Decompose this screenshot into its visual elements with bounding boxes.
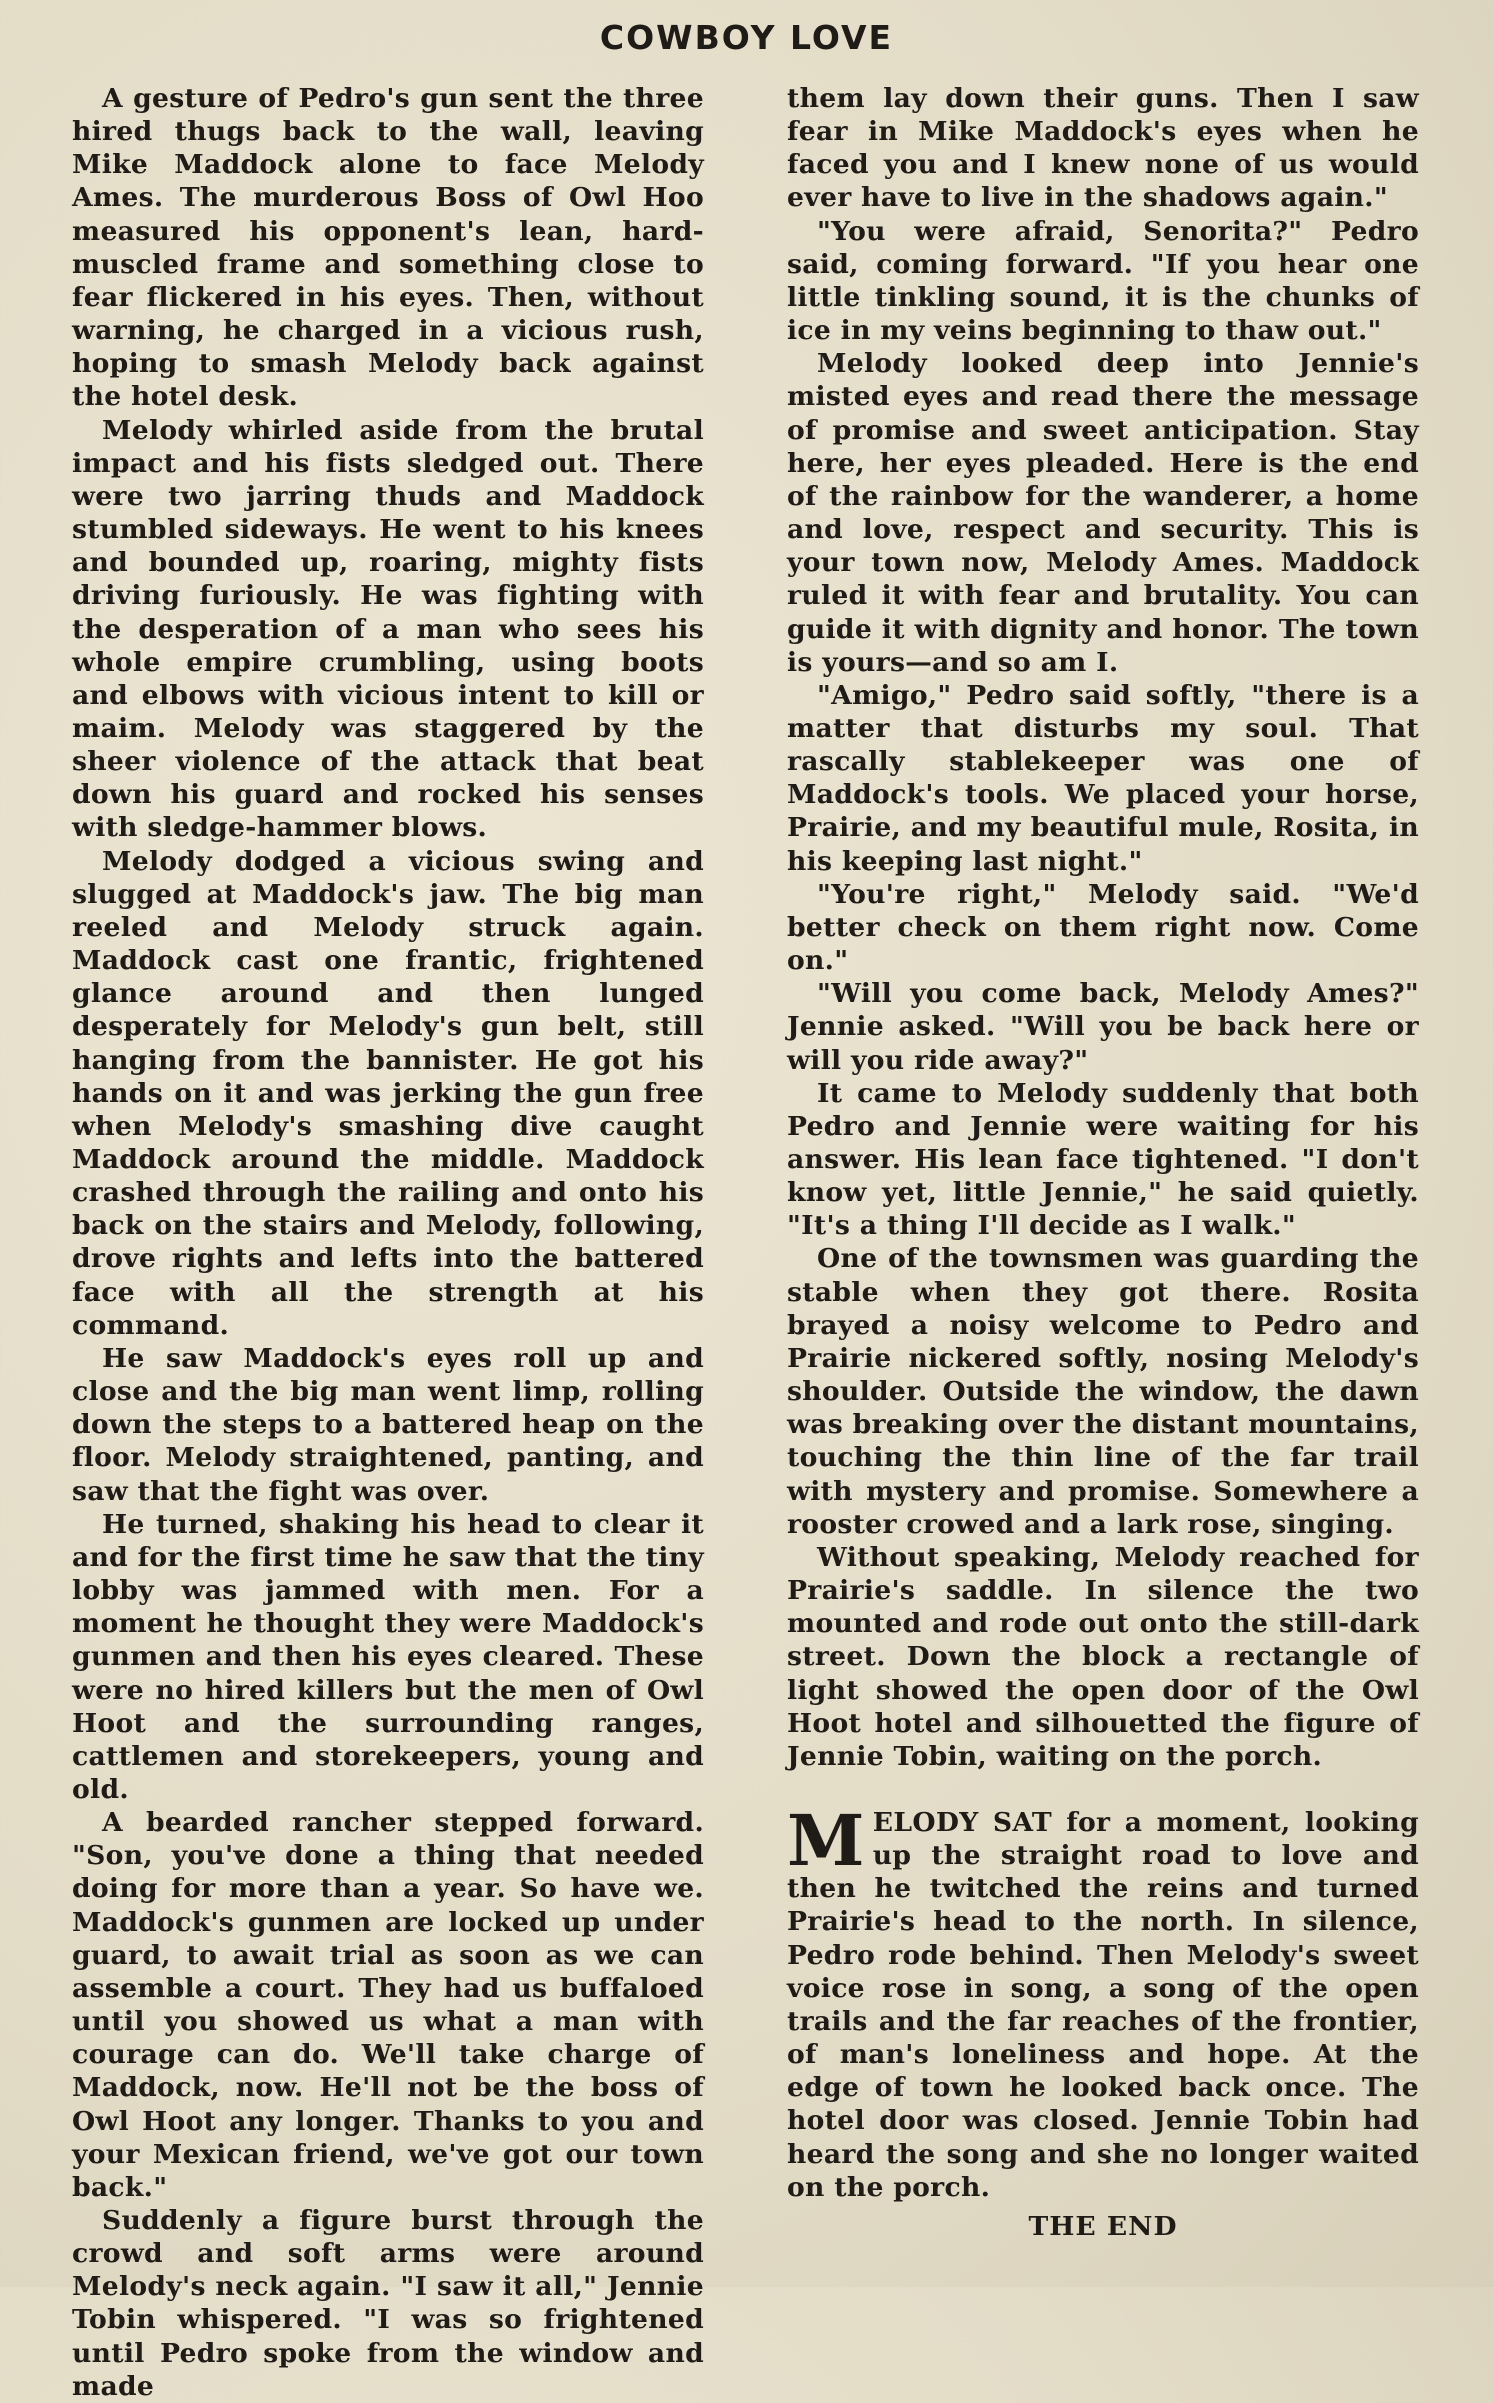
paragraph: "You were afraid, Senorita?" Pedro said, coming forward. "If you hear one little tinkling sound, it is the chunks of ice in my veins beginning to thaw out.": [787, 215, 1419, 347]
final-paragraph-text: ELODY SAT for a moment, looking up the straight road to love and then he twitched the reins and turned Prairie's head to the north. In silence, Pedro rode behind. Then Melody's sweet voice rose in song, a song of the open trails and the far reaches of the frontier, of man's loneliness and hope. At the edge of town he looked back once. The hotel door was closed. Jennie Tobin had heard the song and she no longer waited on the porch.: [787, 1806, 1419, 2203]
the-end-label: THE END: [1028, 2210, 1178, 2242]
paragraph: One of the townsmen was guarding the stable when they got there. Rosita brayed a noisy welcome to Pedro and Prairie nickered softly, nosing Melody's shoulder. Outside the window, the dawn was breaking over the distant mountains, touching the thin line of the far trail with mystery and promise. Somewhere a rooster crowed and a lark rose, singing.: [787, 1243, 1419, 1540]
paragraph: A gesture of Pedro's gun sent the three hired thugs back to the wall, leaving Mike Maddock alone to face Melody Ames. The murderous Boss of Owl Hoo measured his opponent's lean, hard-muscled frame and something close to fear flickered in his eyes. Then, without warning, he charged in a vicious rush, hoping to smash Melody back against the hotel desk.: [72, 83, 704, 413]
paragraph: Suddenly a figure burst through the crowd and soft arms were around Melody's neck again. "I saw it all," Jennie Tobin whispered. "I was so frightened until Pedro spoke from the window and made: [72, 2205, 704, 2402]
paragraph: A bearded rancher stepped forward. "Son, you've done a thing that needed doing for more than a year. So have we. Maddock's gunmen are locked up under guard, to await trial as soon as we can assemble a court. They had us buffaloed until you showed us what a man with courage can do. We'll take charge of Maddock, now. He'll not be the boss of Owl Hoot any longer. Thanks to you and your Mexican friend, we've got our town back.": [72, 1807, 704, 2203]
paragraph: "Will you come back, Melody Ames?" Jennie asked. "Will you be back here or will you ride away?": [787, 978, 1419, 1076]
paragraph: Without speaking, Melody reached for Prairie's saddle. In silence the two mounted and rode out onto the still-dark street. Down the block a rectangle of light showed the open door of the Owl Hoot hotel and silhouetted the figure of Jennie Tobin, waiting on the porch.: [787, 1541, 1419, 1772]
paragraph: Melody dodged a vicious swing and slugged at Maddock's jaw. The big man reeled and Melody struck again. Maddock cast one frantic, frightened glance around and then lunged desperately for Melody's gun belt, still hanging from the bannister. He got his hands on it and was jerking the gun free when Melody's smashing dive caught Maddock around the middle. Maddock crashed through the railing and onto his back on the stairs and Melody, following, drove rights and lefts into the battered face with all the strength at his command.: [72, 845, 704, 1341]
paragraph: "You're right," Melody said. "We'd better check on them right now. Come on.": [787, 878, 1419, 977]
section-break: [787, 1773, 1419, 1806]
paragraph: Melody looked deep into Jennie's misted eyes and read there the message of promise and sweet anticipation. Stay here, her eyes pleaded. Here is the end of the rainbow for the wanderer, a home and love, respect and security. This is your town now, Melody Ames. Maddock ruled it with fear and brutality. You can guide it with dignity and honor. The town is yours—and so am I.: [787, 348, 1419, 678]
final-paragraph: [787, 1798, 1419, 2204]
paragraph: them lay down their guns. Then I saw fear in Mike Maddock's eyes when he faced you and I knew none of us would ever have to live in the shadows again.": [787, 83, 1419, 214]
paragraph: It came to Melody suddenly that both Pedro and Jennie were waiting for his answer. His lean face tightened. "I don't know yet, little Jennie," he said quietly. "It's a thing I'll decide as I walk.": [787, 1077, 1419, 1242]
paragraph: He turned, shaking his head to clear it and for the first time he saw that the tiny lobby was jammed with men. For a moment he thought they were Maddock's gunmen and then his eyes cleared. These were no hired killers but the men of Owl Hoot and the surrounding ranges, cattlemen and storekeepers, young and old.: [72, 1508, 704, 1805]
paragraph: "Amigo," Pedro said softly, "there is a matter that disturbs my soul. That rascally stablekeeper was one of Maddock's tools. We placed your horse, Prairie, and my beautiful mule, Rosita, in his keeping last night.": [787, 679, 1419, 877]
paragraph: He saw Maddock's eyes roll up and close and the big man went limp, rolling down the steps to a battered heap on the floor. Melody straightened, panting, and saw that the fight was over.: [72, 1342, 704, 1507]
page-title: COWBOY LOVE: [599, 18, 894, 57]
left-column: [72, 82, 704, 2403]
right-column: [787, 82, 1419, 2243]
drop-cap: M: [787, 1798, 865, 1882]
paragraph: Melody whirled aside from the brutal impact and his fists sledged out. There were two jarring thuds and Maddock stumbled sideways. He went to his knees and bounded up, roaring, mighty fists driving furiously. He was fighting with the desperation of a man who sees his whole empire crumbling, using boots and elbows with vicious intent to kill or maim. Melody was staggered by the sheer violence of the attack that beat down his guard and rocked his senses with sledge-hammer blows.: [72, 414, 704, 844]
